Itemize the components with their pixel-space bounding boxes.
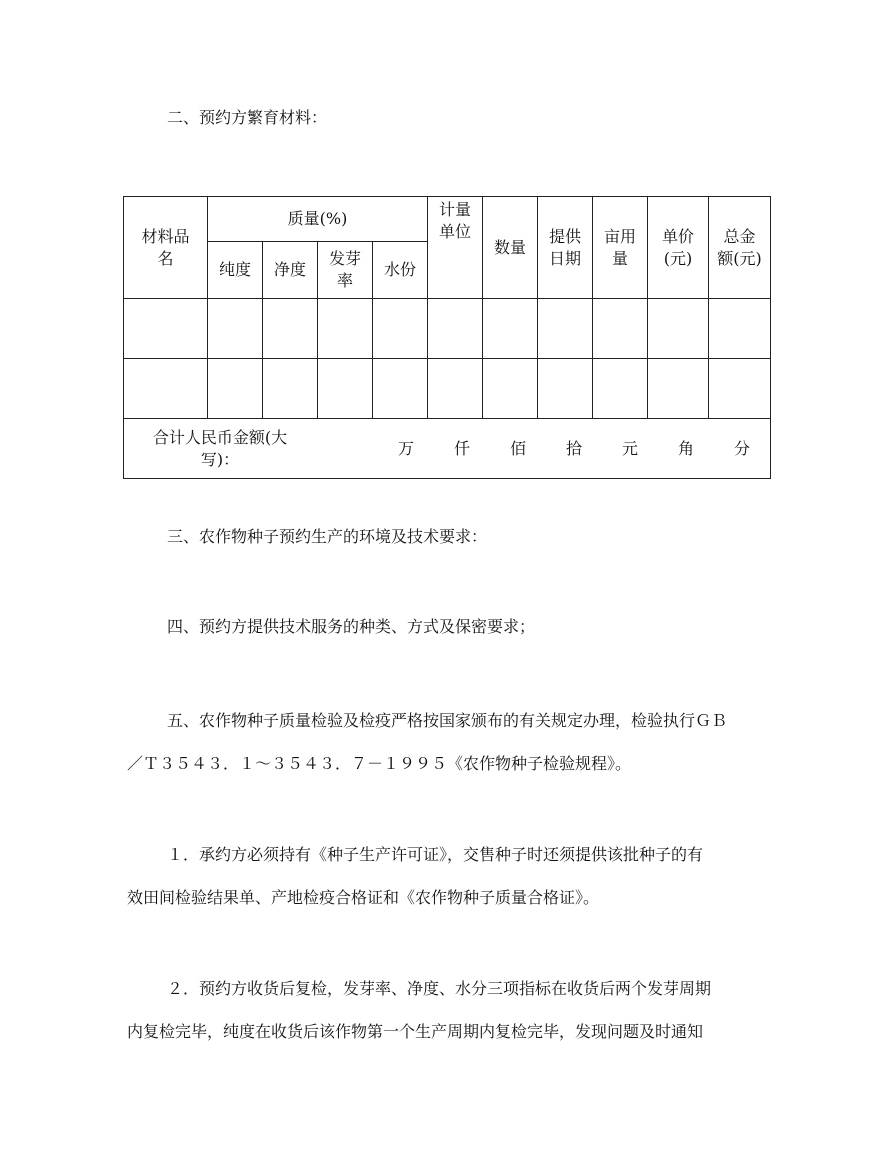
- header-unit-price: 单价 (元): [648, 197, 709, 299]
- table-cell[interactable]: [373, 299, 428, 359]
- table-cell[interactable]: [483, 359, 538, 419]
- section-5-line-1: 五、农作物种子质量检验及检疫严格按国家颁布的有关规定办理，检验执行ＧＢ: [167, 711, 728, 730]
- unit-jiao: 角: [678, 438, 695, 458]
- table-cell[interactable]: [263, 359, 318, 419]
- header-total-amount: 总金 额(元): [709, 197, 771, 299]
- table-cell[interactable]: [593, 299, 648, 359]
- unit-shi: 拾: [566, 438, 583, 458]
- section-4-title: 四、预约方提供技术服务的种类、方式及保密要求；: [167, 617, 536, 636]
- table-cell[interactable]: [648, 299, 709, 359]
- header-quality: 质量(%): [208, 197, 428, 242]
- table-cell[interactable]: [208, 359, 263, 419]
- table-cell[interactable]: [538, 359, 593, 419]
- section-2-title: 二、预约方繁育材料：: [167, 108, 328, 127]
- header-germination-rate: 发芽 率: [318, 242, 373, 299]
- total-units: [378, 438, 770, 460]
- item-1-line-2: 效田间检验结果单、产地检疫合格证和《农作物种子质量合格证》。: [127, 888, 600, 907]
- unit-bai: 佰: [510, 438, 527, 458]
- item-2-line-1: ２．预约方收货后复检，发芽率、净度、水分三项指标在收货后两个发芽周期: [167, 979, 712, 998]
- header-purity: 纯度: [208, 242, 263, 299]
- table-cell[interactable]: [373, 359, 428, 419]
- table-row: [124, 359, 771, 419]
- table-cell[interactable]: [593, 359, 648, 419]
- unit-yuan: 元: [622, 438, 639, 458]
- item-2-line-2: 内复检完毕，纯度在收货后该作物第一个生产周期内复检完毕，发现问题及时通知: [127, 1022, 704, 1041]
- header-supply-date: 提供 日期: [538, 197, 593, 299]
- table-cell[interactable]: [538, 299, 593, 359]
- header-per-mu-usage: 亩用 量: [593, 197, 648, 299]
- table-cell[interactable]: [124, 359, 208, 419]
- table-row: [124, 299, 771, 359]
- table-cell[interactable]: [428, 359, 483, 419]
- header-quantity: 数量: [483, 197, 538, 299]
- section-3-title: 三、农作物种子预约生产的环境及技术要求：: [167, 527, 488, 546]
- unit-wan: 万: [398, 438, 415, 458]
- table-cell[interactable]: [124, 299, 208, 359]
- table-cell[interactable]: [648, 359, 709, 419]
- table-cell[interactable]: [428, 299, 483, 359]
- unit-fen: 分: [734, 438, 751, 458]
- table-cell[interactable]: [263, 299, 318, 359]
- table-cell[interactable]: [318, 299, 373, 359]
- table-cell[interactable]: [318, 359, 373, 419]
- materials-table: [123, 196, 771, 479]
- table-cell[interactable]: [208, 299, 263, 359]
- header-unit: 计量 单位: [428, 197, 483, 299]
- header-cleanliness: 净度: [263, 242, 318, 299]
- item-1-line-1: １．承约方必须持有《种子生产许可证》，交售种子时还须提供该批种子的有: [167, 845, 704, 864]
- total-amount-label: 合计人民币金额(大写)：: [152, 427, 288, 469]
- table-cell[interactable]: [483, 299, 538, 359]
- table-cell[interactable]: [709, 299, 771, 359]
- unit-qian: 仟: [454, 438, 471, 458]
- header-moisture: 水份: [373, 242, 428, 299]
- header-material-name: 材料品 名: [124, 197, 208, 299]
- section-5-line-2: ／Ｔ３５４３．１～３５４３．７－１９９５《农作物种子检验规程》。: [127, 754, 632, 773]
- total-row: [124, 419, 771, 479]
- table-cell[interactable]: [709, 359, 771, 419]
